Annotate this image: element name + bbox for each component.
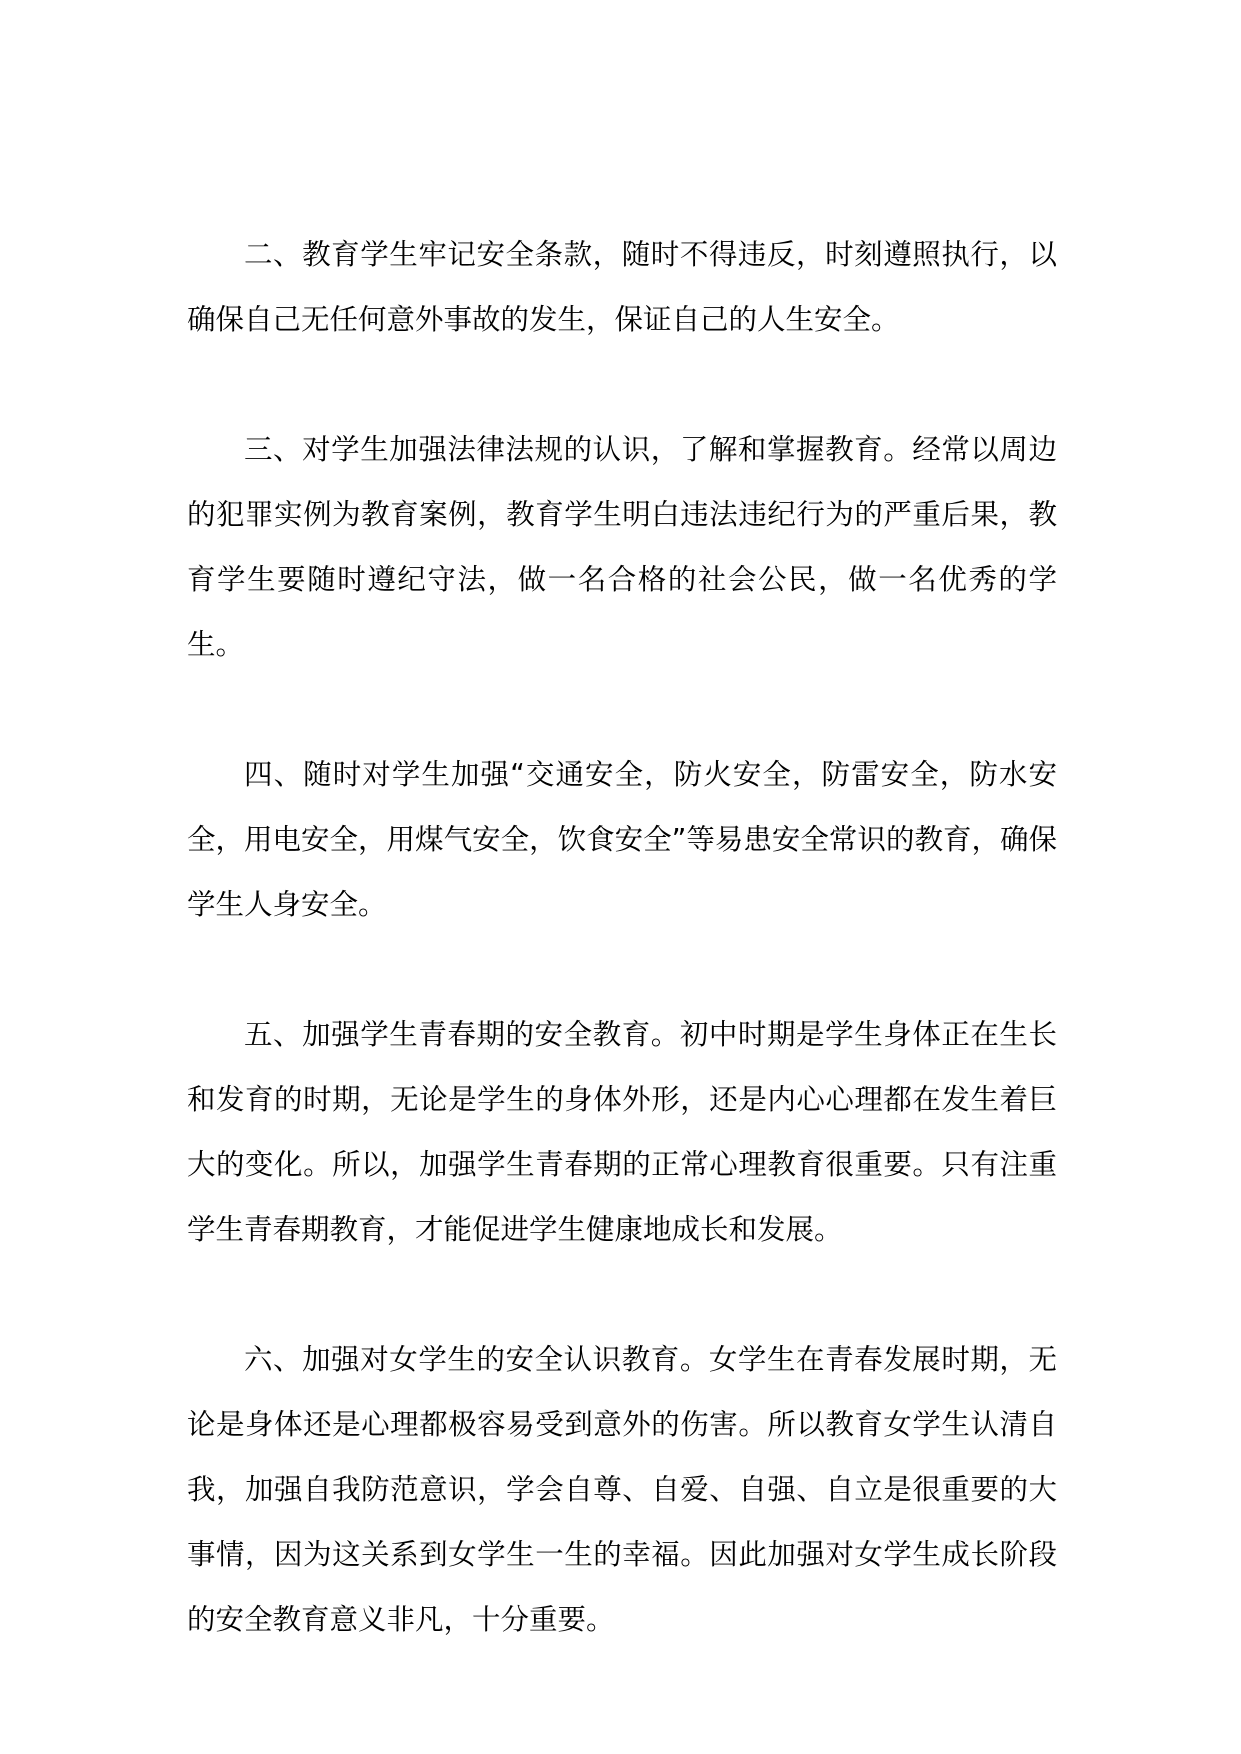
paragraph-4: 四、随时对学生加强“交通安全，防火安全，防雷安全，防水安全，用电安全，用煤气安全，饮食安全”等易患安全常识的教育，确保学生人身安全。 [187, 758, 1057, 921]
document-body [187, 222, 1057, 1652]
paragraph-2: 二、教育学生牢记安全条款，随时不得违反，时刻遵照执行，以确保自己无任何意外事故的发生，保证自己的人生安全。 [187, 238, 1057, 336]
paragraph-6: 六、加强对女学生的安全认识教育。女学生在青春发展时期，无论是身体还是心理都极容易受到意外的伤害。所以教育女学生认清自我，加强自我防范意识，学会自尊、自爱、自强、自立是很重要的大事情，因为这关系到女学生一生的幸福。因此加强对女学生成长阶段的安全教育意义非凡，十分重要。 [187, 1343, 1057, 1636]
paragraph-5: 五、加强学生青春期的安全教育。初中时期是学生身体正在生长和发育的时期，无论是学生的身体外形，还是内心心理都在发生着巨大的变化。所以，加强学生青春期的正常心理教育很重要。只有注重学生青春期教育，才能促进学生健康地成长和发展。 [187, 1018, 1057, 1246]
paragraph-3: 三、对学生加强法律法规的认识，了解和掌握教育。经常以周边的犯罪实例为教育案例，教育学生明白违法违纪行为的严重后果，教育学生要随时遵纪守法，做一名合格的社会公民，做一名优秀的学生。 [187, 433, 1057, 661]
